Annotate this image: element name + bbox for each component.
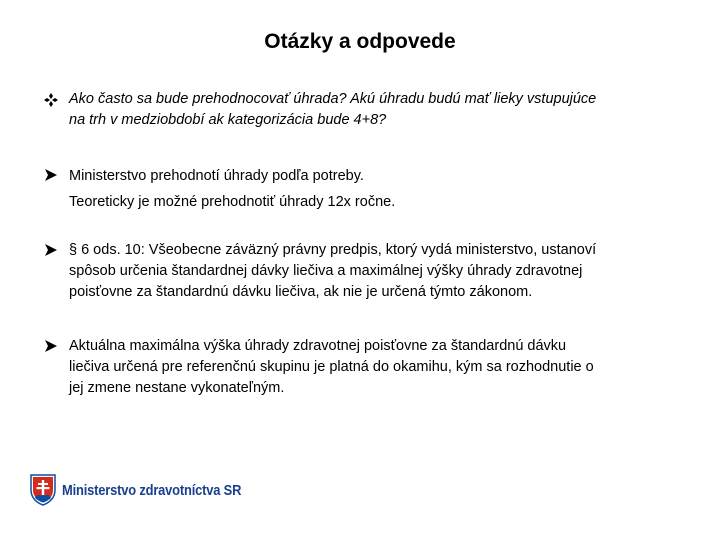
bullet-line: Ako často sa bude prehodnocovať úhrada? Akú úhradu budú mať lieky vstupujúce [69,91,597,107]
bullet-line: na trh v medziobdobí ak kategorizácia bude 4+8? [69,112,387,128]
answer-bullet [44,163,684,215]
arrow-bullet-icon [44,240,62,263]
diamond-bullet-icon [44,89,62,113]
bullet-line: Aktuálna maximálna výška úhrady zdravotnej poisťovne za štandardnú dávku [69,338,567,354]
ministry-logo-text: Ministerstvo zdravotníctva SR [62,481,242,499]
bullet-line: poisťovne za štandardnú dávku liečiva, ak nie je určená týmto zákonom. [69,284,533,300]
bullet-line: Teoreticky je možné prehodnotiť úhrady 12x ročne. [69,194,396,210]
arrow-bullet-icon [44,163,62,190]
bullet-line: liečiva určená pre referenčnú skupinu je platná do okamihu, kým sa rozhodnutie o [69,359,594,375]
answer-bullet [44,240,684,303]
bullet-line: Ministerstvo prehodnotí úhrady podľa potreby. [69,168,364,184]
arrow-bullet-icon [44,336,62,359]
question-bullet [44,89,684,131]
answer-bullet [44,336,684,399]
slide-title: Otázky a odpovede [264,30,456,53]
bullet-line: spôsob určenia štandardnej dávky liečiva a maximálnej výšky úhrady zdravotnej [69,263,583,279]
bullet-line: § 6 ods. 10: Všeobecne záväzný právny predpis, ktorý vydá ministerstvo, ustanoví [69,242,597,258]
bullet-line: jej zmene nestane vykonateľným. [69,380,285,396]
slovak-coat-of-arms-icon [30,474,56,506]
ministry-logo [30,474,270,506]
